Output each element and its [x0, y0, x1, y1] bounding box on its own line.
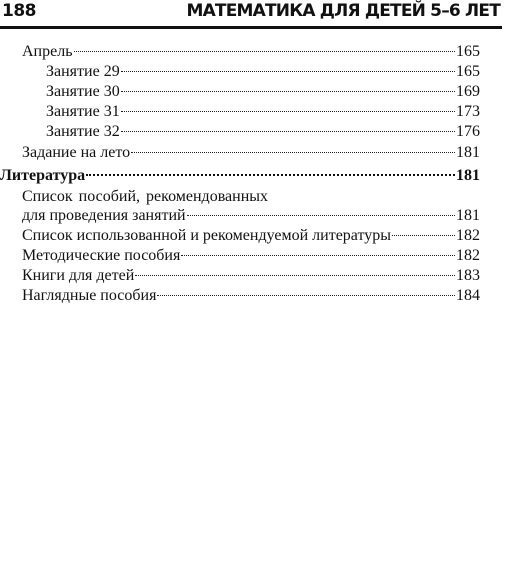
toc-entry-recommended-line-1: [0, 188, 480, 208]
toc-entry-page: 165: [456, 63, 480, 80]
toc-entry-methodical: [0, 247, 480, 267]
toc-entry-page: 169: [456, 83, 480, 100]
toc-entry-page: 184: [456, 287, 480, 304]
toc-entry-label: Апрель: [22, 43, 73, 60]
dot-leader: [131, 152, 455, 153]
toc-entry-page: 181: [456, 207, 480, 224]
dot-leader: [121, 111, 455, 112]
toc-entry-label: Методические пособия: [22, 247, 181, 264]
toc-entry-label: Занятие 30: [46, 83, 120, 100]
toc-entry-label: Список пособий, рекомендованных: [22, 188, 269, 205]
toc-entry-lesson-31: [0, 103, 480, 123]
dot-leader: [74, 51, 456, 52]
toc-entry-page: 176: [456, 123, 480, 140]
toc-entry-page: 182: [456, 247, 480, 264]
toc-entry-page: 182: [456, 227, 480, 244]
toc-entry-summer-task: [0, 144, 480, 164]
dot-leader: [121, 91, 455, 92]
toc-entry-recommended: [0, 207, 480, 227]
page-header: [0, 0, 502, 29]
dot-leader: [86, 174, 455, 176]
toc-entry-label: Книги для детей: [22, 267, 135, 284]
toc-entry-april: [0, 43, 480, 63]
toc-entry-label: Литература: [0, 167, 86, 184]
toc-entry-label: Список использованной и рекомендуемой литературы: [22, 227, 392, 244]
toc-entry-used-literature: [0, 227, 480, 247]
toc-entry-page: 165: [456, 43, 480, 60]
dot-leader: [157, 295, 455, 296]
page-number: 188: [2, 1, 36, 21]
toc-entry-page: 183: [456, 267, 480, 284]
toc-entry-lesson-32: [0, 123, 480, 143]
toc-entry-page: 173: [456, 103, 480, 120]
dot-leader: [392, 235, 455, 236]
dot-leader: [135, 275, 455, 276]
toc-entry-label: Занятие 29: [46, 63, 120, 80]
toc-entry-label: Занятие 32: [46, 123, 120, 140]
toc-entry-page: 181: [456, 167, 480, 184]
toc-entry-kids-books: [0, 267, 480, 287]
dot-leader: [121, 71, 455, 72]
toc-entry-visual-aids: [0, 287, 480, 307]
toc-entry-page: 181: [456, 144, 480, 161]
toc-entry-lesson-29: [0, 63, 480, 83]
dot-leader: [121, 131, 455, 132]
toc-entry-label: для проведения занятий: [22, 207, 186, 224]
toc-entry-literature: [0, 167, 480, 187]
toc-entry-label: Занятие 31: [46, 103, 120, 120]
dot-leader: [187, 215, 455, 216]
toc-entry-lesson-30: [0, 83, 480, 103]
toc-entry-label: Наглядные пособия: [22, 287, 157, 304]
running-title: МАТЕМАТИКА ДЛЯ ДЕТЕЙ 5–6 ЛЕТ: [186, 1, 500, 21]
toc-entry-label: Задание на лето: [22, 144, 131, 161]
dot-leader: [181, 255, 455, 256]
